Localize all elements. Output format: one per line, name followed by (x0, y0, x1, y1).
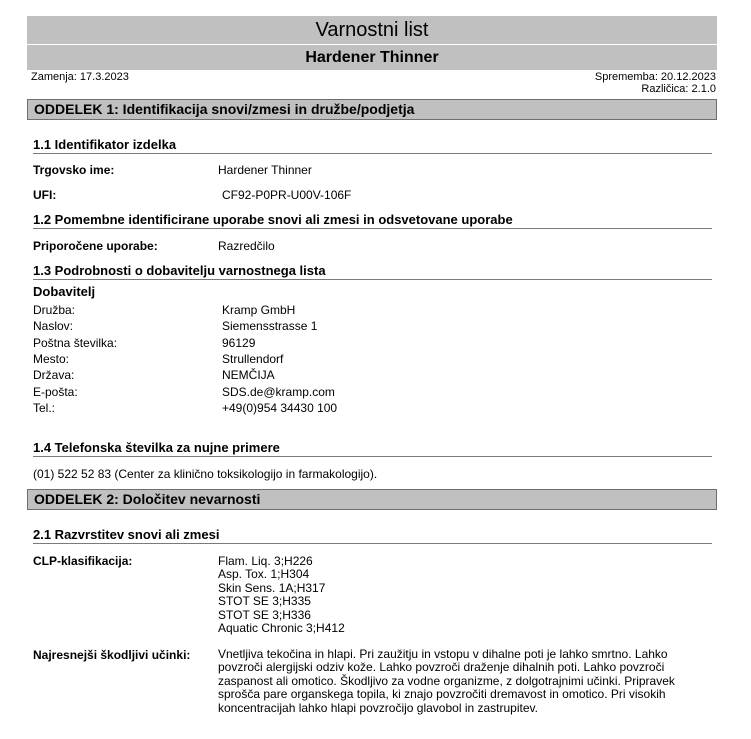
clp-item: Aquatic Chronic 3;H412 (218, 621, 345, 636)
company-label: Družba: (33, 303, 76, 317)
clp-item: Flam. Liq. 3;H226 (218, 554, 313, 568)
emergency-phone-text: (01) 522 52 83 (Center za klinično toksikologijo in farmakologijo). (33, 467, 378, 481)
email-label: E-pošta: (33, 385, 78, 399)
adverse-effects-line: koncentracijah lahko hlapi povzročijo glavobol in zastrupitev. (218, 700, 538, 715)
ufi-label: UFI: (33, 188, 57, 202)
title-band (27, 16, 717, 44)
email-value: SDS.de@kramp.com (222, 385, 335, 399)
revision-date: Sprememba: 20.12.2023 (594, 71, 716, 83)
phone-value: +49(0)954 34430 100 (222, 401, 338, 415)
subsection-1-3-heading: 1.3 Podrobnosti o dobavitelju varnostnega lista (33, 263, 712, 280)
subsection-1-4-heading: 1.4 Telefonska številka za nujne primere (33, 440, 712, 457)
document-title: Varnostni list (315, 19, 429, 41)
city-label: Mesto: (33, 352, 70, 366)
postal-code-value: 96129 (222, 336, 256, 350)
country-value: NEMČIJA (222, 368, 275, 382)
subtitle-band (27, 45, 717, 70)
clp-item: STOT SE 3;H335 (218, 594, 311, 609)
trade-name-label: Trgovsko ime: (33, 163, 115, 177)
clp-classification-label: CLP-klasifikacija: (33, 554, 133, 568)
address-value: Siemensstrasse 1 (222, 319, 318, 333)
recommended-use-value: Razredčilo (218, 239, 275, 253)
adverse-effects-line: zaspanost ali omotico. Škodljivo za vodne organizme, z dolgotrajnimi učinki. Pripravek (218, 673, 675, 688)
version-number: Različica: 2.1.0 (641, 83, 716, 95)
product-name-heading: Hardener Thinner (305, 49, 439, 66)
clp-item: Asp. Tox. 1;H304 (218, 567, 310, 582)
adverse-effects-line: sprošča pare organskega topila, ki znajo povzročiti dremavost in omotico. Pri visokih (218, 687, 666, 702)
issued-date: Zamenja: 17.3.2023 (31, 71, 129, 83)
subsection-2-1-heading: 2.1 Razvrstitev snovi ali zmesi (33, 527, 712, 544)
city-value: Strullendorf (222, 352, 284, 366)
subsection-1-2-heading: 1.2 Pomembne identificirane uporabe snovi ali zmesi in odsvetovane uporabe (33, 212, 712, 229)
adverse-effects-line: Vnetljiva tekočina in hlapi. Pri zaužitju in vstopu v dihalne poti je lahko smrtno. Lahko (218, 647, 668, 661)
phone-label: Tel.: (33, 401, 56, 415)
clp-item: STOT SE 3;H336 (218, 607, 311, 622)
trade-name-value: Hardener Thinner (218, 163, 312, 177)
section-2-title: ODDELEK 2: Določitev nevarnosti (34, 491, 261, 507)
adverse-effects-label: Najresnejši škodljivi učinki: (33, 648, 191, 662)
subsection-1-1-heading: 1.1 Identifikator izdelka (33, 137, 712, 154)
country-label: Država: (33, 368, 75, 382)
postal-code-label: Poštna številka: (33, 336, 118, 350)
ufi-value: CF92-P0PR-U00V-106F (222, 188, 352, 202)
section-2-header (27, 489, 717, 510)
clp-classification-list (218, 555, 345, 635)
section-1-title: ODDELEK 1: Identifikacija snovi/zmesi in družbe/podjetja (34, 101, 415, 117)
address-label: Naslov: (33, 319, 74, 333)
supplier-heading: Dobavitelj (33, 284, 96, 299)
adverse-effects-line: povzroči alergijski odziv kože. Lahko povzroči draženje dihalnih poti. Lahko povzroči (218, 660, 665, 675)
section-1-header (27, 99, 717, 120)
adverse-effects-text (218, 648, 688, 715)
company-value: Kramp GmbH (222, 303, 296, 317)
clp-item: Skin Sens. 1A;H317 (218, 580, 326, 595)
recommended-use-label: Priporočene uporabe: (33, 239, 158, 253)
